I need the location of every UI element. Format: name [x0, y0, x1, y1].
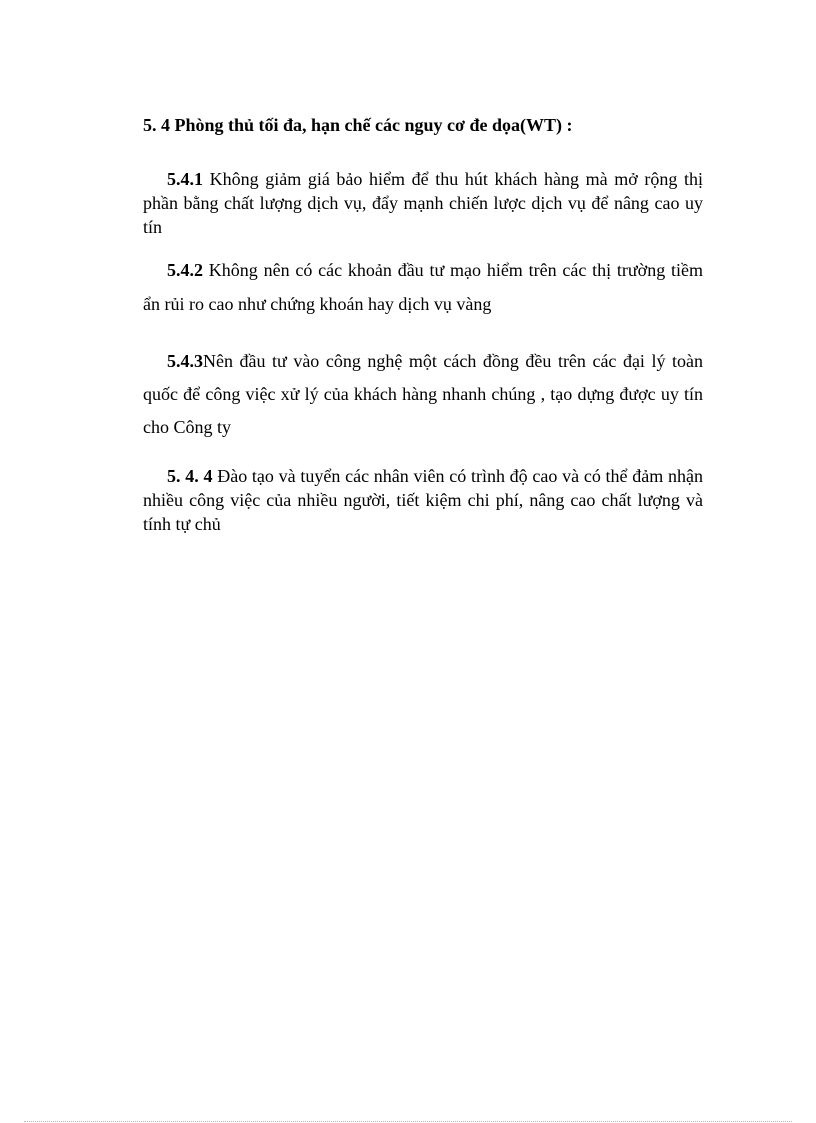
page-bottom-divider [24, 1121, 792, 1122]
paragraph-text: Không giảm giá bảo hiểm để thu hút khách hàng mà mở rộng thị phần bằng chất lượng dịch vụ, đẩy mạnh chiến lược dịch vụ để nâng cao uy tín [143, 169, 703, 237]
paragraph-5-4-3 [143, 345, 703, 444]
paragraph-text: Không nên có các khoản đầu tư mạo hiểm trên các thị trường tiềm ẩn rủi ro cao như chứng khoán hay dịch vụ vàng [143, 260, 703, 314]
paragraph-5-4-2 [143, 253, 703, 321]
paragraph-text: Đào tạo và tuyển các nhân viên có trình độ cao và có thể đảm nhận nhiều công việc của nhiều người, tiết kiệm chi phí, nâng cao chất lượng và tính tự chủ [143, 466, 703, 534]
paragraph-number: 5.4.3 [167, 351, 203, 371]
paragraph-5-4-4 [143, 464, 703, 536]
paragraph-text: Nên đầu tư vào công nghệ một cách đồng đều trên các đại lý toàn quốc để công việc xử lý của khách hàng nhanh chúng , tạo dựng được uy tín cho Công ty [143, 351, 703, 437]
paragraph-number: 5.4.1 [167, 169, 203, 189]
section-heading: 5. 4 Phòng thủ tối đa, hạn chế các nguy cơ đe dọa(WT) : [143, 115, 573, 135]
paragraph-5-4-1 [143, 167, 703, 239]
paragraph-number: 5. 4. 4 [167, 466, 213, 486]
paragraph-number: 5.4.2 [167, 260, 203, 280]
